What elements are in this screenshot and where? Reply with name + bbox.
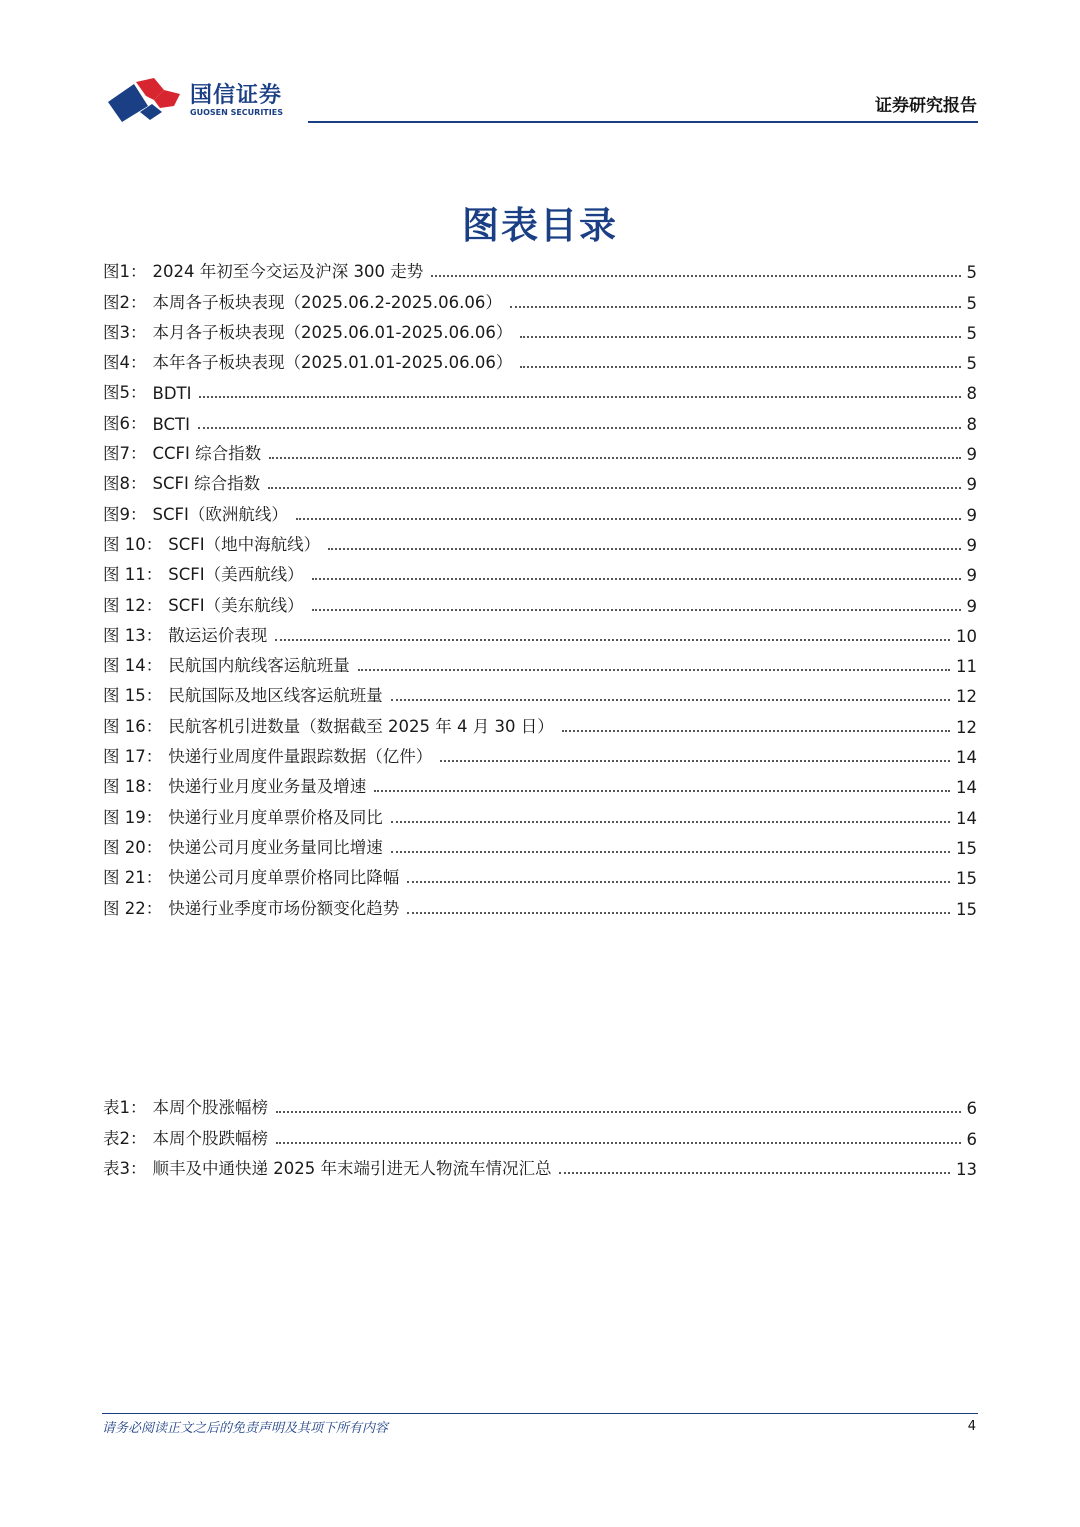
toc-entry-page: 14 xyxy=(956,808,977,828)
toc-figure-entry[interactable] xyxy=(103,434,977,464)
toc-figure-entry[interactable] xyxy=(103,585,977,615)
toc-entry-label: 图1： xyxy=(103,262,147,282)
toc-entry-title: SCFI 综合指数 xyxy=(152,474,261,494)
page-number: 4 xyxy=(967,1419,976,1434)
toc-entry-label: 图2： xyxy=(103,292,147,312)
toc-entry-page: 6 xyxy=(966,1129,977,1149)
toc-leader-dots xyxy=(312,609,961,611)
table-list xyxy=(103,1088,977,1179)
toc-leader-dots xyxy=(374,790,950,792)
toc-figure-entry[interactable] xyxy=(103,343,977,373)
toc-entry-title: 本月各子板块表现（2025.06.01-2025.06.06） xyxy=(152,322,513,342)
toc-entry-label: 表3： xyxy=(103,1158,147,1178)
logo-chinese-name: 国信证券 xyxy=(190,83,283,108)
footer-divider xyxy=(102,1413,978,1414)
toc-leader-dots xyxy=(198,427,961,429)
toc-leader-dots xyxy=(520,366,960,368)
toc-entry-title: 快递公司月度单票价格同比降幅 xyxy=(168,868,400,888)
toc-entry-label: 图8： xyxy=(103,474,147,494)
toc-entry-label: 图 11： xyxy=(103,565,163,585)
toc-entry-title: 顺丰及中通快递 2025 年末端引进无人物流车情况汇总 xyxy=(152,1158,552,1178)
toc-entry-label: 图7： xyxy=(103,444,147,464)
toc-entry-title: 2024 年初至今交运及沪深 300 走势 xyxy=(152,262,424,282)
toc-entry-page: 9 xyxy=(966,445,977,465)
toc-entry-title: 快递公司月度业务量同比增速 xyxy=(168,837,383,857)
toc-entry-label: 图5： xyxy=(103,383,147,403)
disclaimer-note: 请务必阅读正文之后的免责声明及其项下所有内容 xyxy=(102,1421,389,1436)
toc-entry-label: 图9： xyxy=(103,504,147,524)
toc-entry-title: 民航国际及地区线客运航班量 xyxy=(168,686,383,706)
toc-leader-dots xyxy=(296,518,961,520)
toc-leader-dots xyxy=(562,730,950,732)
toc-entry-page: 10 xyxy=(956,626,977,646)
toc-figure-entry[interactable] xyxy=(103,616,977,646)
toc-figure-entry[interactable] xyxy=(103,494,977,524)
toc-entry-title: SCFI（地中海航线） xyxy=(168,534,321,554)
toc-leader-dots xyxy=(328,548,960,550)
toc-entry-page: 5 xyxy=(966,263,977,283)
report-type-label: 证券研究报告 xyxy=(875,96,977,116)
toc-entry-page: 6 xyxy=(966,1099,977,1119)
toc-entry-page: 5 xyxy=(966,323,977,343)
toc-entry-label: 图6： xyxy=(103,413,147,433)
toc-entry-page: 12 xyxy=(956,717,977,737)
toc-leader-dots xyxy=(275,639,950,641)
toc-entry-title: SCFI（美西航线） xyxy=(168,565,304,585)
toc-entry-page: 9 xyxy=(966,505,977,525)
toc-figure-entry[interactable] xyxy=(103,282,977,312)
toc-figure-entry[interactable] xyxy=(103,313,977,343)
toc-table-entry[interactable] xyxy=(103,1149,977,1179)
figure-list xyxy=(103,252,977,919)
toc-leader-dots xyxy=(440,760,950,762)
toc-entry-title: 快递行业月度单票价格及同比 xyxy=(168,807,383,827)
toc-figure-entry[interactable] xyxy=(103,403,977,433)
toc-entry-label: 表1： xyxy=(103,1098,147,1118)
toc-figure-entry[interactable] xyxy=(103,646,977,676)
toc-figure-entry[interactable] xyxy=(103,737,977,767)
guosen-logo xyxy=(104,76,304,126)
toc-leader-dots xyxy=(559,1172,950,1174)
toc-entry-page: 15 xyxy=(956,838,977,858)
toc-entry-title: 快递行业周度件量跟踪数据（亿件） xyxy=(168,747,433,767)
toc-entry-label: 表2： xyxy=(103,1128,147,1148)
toc-entry-title: 本年各子板块表现（2025.01.01-2025.06.06） xyxy=(152,353,513,373)
toc-leader-dots xyxy=(391,699,950,701)
toc-figure-entry[interactable] xyxy=(103,797,977,827)
toc-leader-dots xyxy=(391,851,950,853)
toc-entry-page: 9 xyxy=(966,566,977,586)
page-header xyxy=(0,0,1080,130)
toc-entry-label: 图 21： xyxy=(103,868,163,888)
toc-figure-entry[interactable] xyxy=(103,828,977,858)
toc-leader-dots xyxy=(269,457,960,459)
guosen-logo-mark-icon xyxy=(104,76,184,124)
toc-entry-title: SCFI（美东航线） xyxy=(168,595,304,615)
toc-entry-title: 快递行业季度市场份额变化趋势 xyxy=(168,898,400,918)
toc-entry-title: BCTI xyxy=(152,414,190,434)
toc-entry-title: 散运运价表现 xyxy=(168,625,268,645)
toc-table-entry[interactable] xyxy=(103,1118,977,1148)
toc-entry-page: 5 xyxy=(966,293,977,313)
toc-leader-dots xyxy=(268,487,960,489)
toc-entry-page: 11 xyxy=(956,657,977,677)
toc-entry-page: 9 xyxy=(966,596,977,616)
toc-entry-label: 图 13： xyxy=(103,625,163,645)
toc-entry-title: 本周个股跌幅榜 xyxy=(152,1128,268,1148)
toc-entry-page: 15 xyxy=(956,869,977,889)
toc-entry-title: 本周个股涨幅榜 xyxy=(152,1098,268,1118)
toc-leader-dots xyxy=(407,881,950,883)
toc-entry-label: 图3： xyxy=(103,322,147,342)
toc-entry-title: CCFI 综合指数 xyxy=(152,444,262,464)
toc-leader-dots xyxy=(510,306,961,308)
toc-entry-label: 图 10： xyxy=(103,534,163,554)
toc-entry-label: 图 15： xyxy=(103,686,163,706)
toc-entry-page: 8 xyxy=(966,384,977,404)
toc-figure-entry[interactable] xyxy=(103,373,977,403)
toc-leader-dots xyxy=(520,336,960,338)
toc-leader-dots xyxy=(407,912,950,914)
toc-figure-entry[interactable] xyxy=(103,767,977,797)
toc-entry-page: 12 xyxy=(956,687,977,707)
toc-leader-dots xyxy=(358,669,950,671)
toc-figure-entry[interactable] xyxy=(103,676,977,706)
toc-entry-page: 5 xyxy=(966,354,977,374)
toc-leader-dots xyxy=(276,1142,961,1144)
toc-entry-page: 9 xyxy=(966,535,977,555)
toc-leader-dots xyxy=(391,821,950,823)
toc-entry-page: 15 xyxy=(956,899,977,919)
toc-entry-label: 图 12： xyxy=(103,595,163,615)
toc-table-entry[interactable] xyxy=(103,1088,977,1118)
toc-figure-entry[interactable] xyxy=(103,464,977,494)
toc-entry-label: 图 19： xyxy=(103,807,163,827)
toc-figure-entry[interactable] xyxy=(103,858,977,888)
toc-figure-entry[interactable] xyxy=(103,555,977,585)
logo-english-name: GUOSEN SECURITIES xyxy=(190,108,283,117)
toc-entry-label: 图 20： xyxy=(103,837,163,857)
toc-entry-label: 图4： xyxy=(103,353,147,373)
toc-entry-label: 图 18： xyxy=(103,777,163,797)
toc-entry-page: 8 xyxy=(966,414,977,434)
toc-entry-label: 图 16： xyxy=(103,716,163,736)
toc-entry-title: 民航国内航线客运航班量 xyxy=(168,656,350,676)
toc-entry-title: BDTI xyxy=(152,384,192,404)
toc-figure-entry[interactable] xyxy=(103,888,977,918)
toc-entry-page: 14 xyxy=(956,778,977,798)
toc-leader-dots xyxy=(276,1111,961,1113)
toc-leader-dots xyxy=(431,275,960,277)
toc-entry-title: 本周各子板块表现（2025.06.2-2025.06.06） xyxy=(152,292,502,312)
toc-entry-page: 13 xyxy=(956,1159,977,1179)
toc-entry-page: 14 xyxy=(956,748,977,768)
toc-leader-dots xyxy=(199,396,960,398)
toc-entry-label: 图 14： xyxy=(103,656,163,676)
header-divider xyxy=(308,121,978,123)
toc-figure-entry[interactable] xyxy=(103,525,977,555)
toc-entry-label: 图 22： xyxy=(103,898,163,918)
toc-entry-title: 快递行业月度业务量及增速 xyxy=(168,777,367,797)
page-title: 图表目录 xyxy=(462,203,618,247)
toc-figure-entry[interactable] xyxy=(103,706,977,736)
toc-leader-dots xyxy=(312,578,961,580)
toc-entry-title: 民航客机引进数量（数据截至 2025 年 4 月 30 日） xyxy=(168,716,554,736)
toc-figure-entry[interactable] xyxy=(103,252,977,282)
toc-entry-page: 9 xyxy=(966,475,977,495)
toc-entry-title: SCFI（欧洲航线） xyxy=(152,504,288,524)
toc-entry-label: 图 17： xyxy=(103,747,163,767)
